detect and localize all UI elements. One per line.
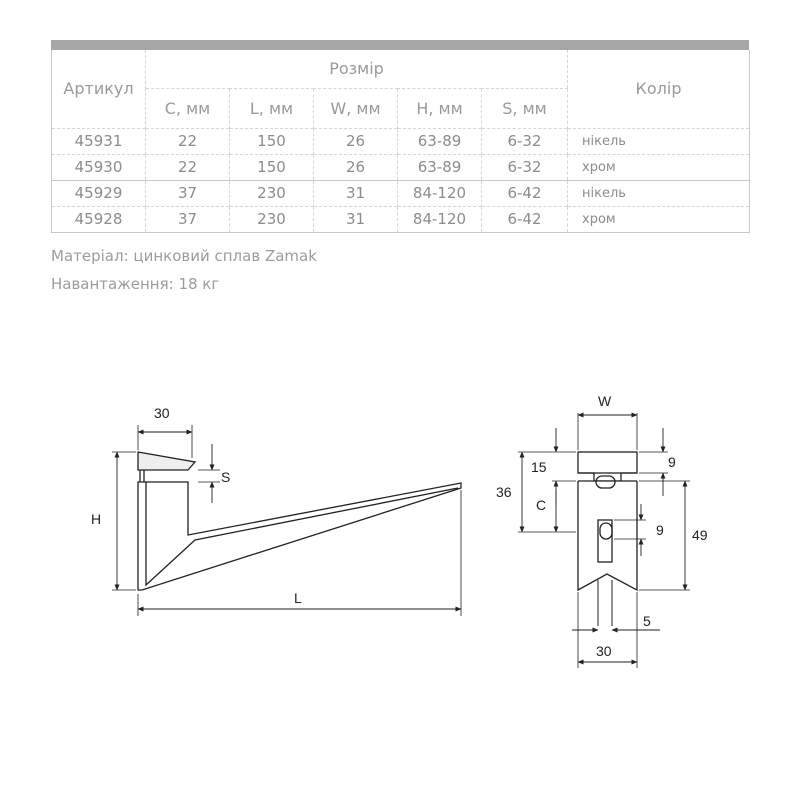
cell-c: 22: [146, 128, 230, 154]
header-size: Розмір: [146, 50, 568, 88]
header-w: W, мм: [314, 88, 398, 128]
cell-color: нікель: [568, 180, 750, 206]
cell-l: 150: [230, 128, 314, 154]
cell-h: 84-120: [398, 206, 482, 232]
cell-s: 6-32: [482, 154, 568, 180]
screw-lines: [140, 470, 144, 482]
side-dim-s: S: [221, 469, 231, 485]
header-article: Артикул: [52, 50, 146, 128]
cell-w: 31: [314, 180, 398, 206]
cell-color: нікель: [568, 128, 750, 154]
header-c: C, мм: [146, 88, 230, 128]
front-view: [518, 413, 690, 668]
front-dim-9-top: 9: [668, 454, 676, 470]
cell-w: 26: [314, 128, 398, 154]
cell-color: хром: [568, 206, 750, 232]
header-l: L, мм: [230, 88, 314, 128]
front-dim-30: 30: [596, 643, 612, 659]
front-dim-15: 15: [531, 459, 547, 475]
cell-article: 45931: [52, 128, 146, 154]
header-color: Колір: [568, 50, 750, 128]
load-note: Навантаження: 18 кг: [51, 275, 220, 293]
header-h: H, мм: [398, 88, 482, 128]
side-view: [112, 425, 461, 616]
cell-color: хром: [568, 154, 750, 180]
cell-article: 45929: [52, 180, 146, 206]
front-dim-5: 5: [643, 613, 651, 629]
material-note: Матеріал: цинковий сплав Zamak: [51, 247, 317, 265]
cell-h: 63-89: [398, 128, 482, 154]
side-dim-30: 30: [154, 405, 170, 421]
side-dim-l: L: [294, 590, 302, 606]
cell-w: 26: [314, 154, 398, 180]
cell-article: 45928: [52, 206, 146, 232]
cell-l: 150: [230, 154, 314, 180]
cell-c: 37: [146, 206, 230, 232]
cell-s: 6-42: [482, 180, 568, 206]
front-body: [578, 481, 637, 590]
clamp-plate: [138, 452, 195, 470]
cell-c: 37: [146, 180, 230, 206]
header-s: S, мм: [502, 98, 547, 118]
cell-s: 6-32: [482, 128, 568, 154]
front-top-plate: [578, 452, 637, 473]
front-dim-9-mid: 9: [656, 522, 664, 538]
front-dim-w: W: [598, 393, 612, 409]
front-dim-49: 49: [692, 527, 708, 543]
cell-h: 63-89: [398, 154, 482, 180]
cell-l: 230: [230, 206, 314, 232]
front-dim-c: C: [536, 497, 547, 513]
cell-h: 84-120: [398, 180, 482, 206]
side-dim-h: H: [91, 511, 102, 527]
cell-c: 22: [146, 154, 230, 180]
cell-w: 31: [314, 206, 398, 232]
cell-l: 230: [230, 180, 314, 206]
front-dim-36: 36: [496, 484, 512, 500]
cell-s: 6-42: [482, 206, 568, 232]
bracket-body: [138, 482, 461, 590]
cell-article: 45930: [52, 154, 146, 180]
